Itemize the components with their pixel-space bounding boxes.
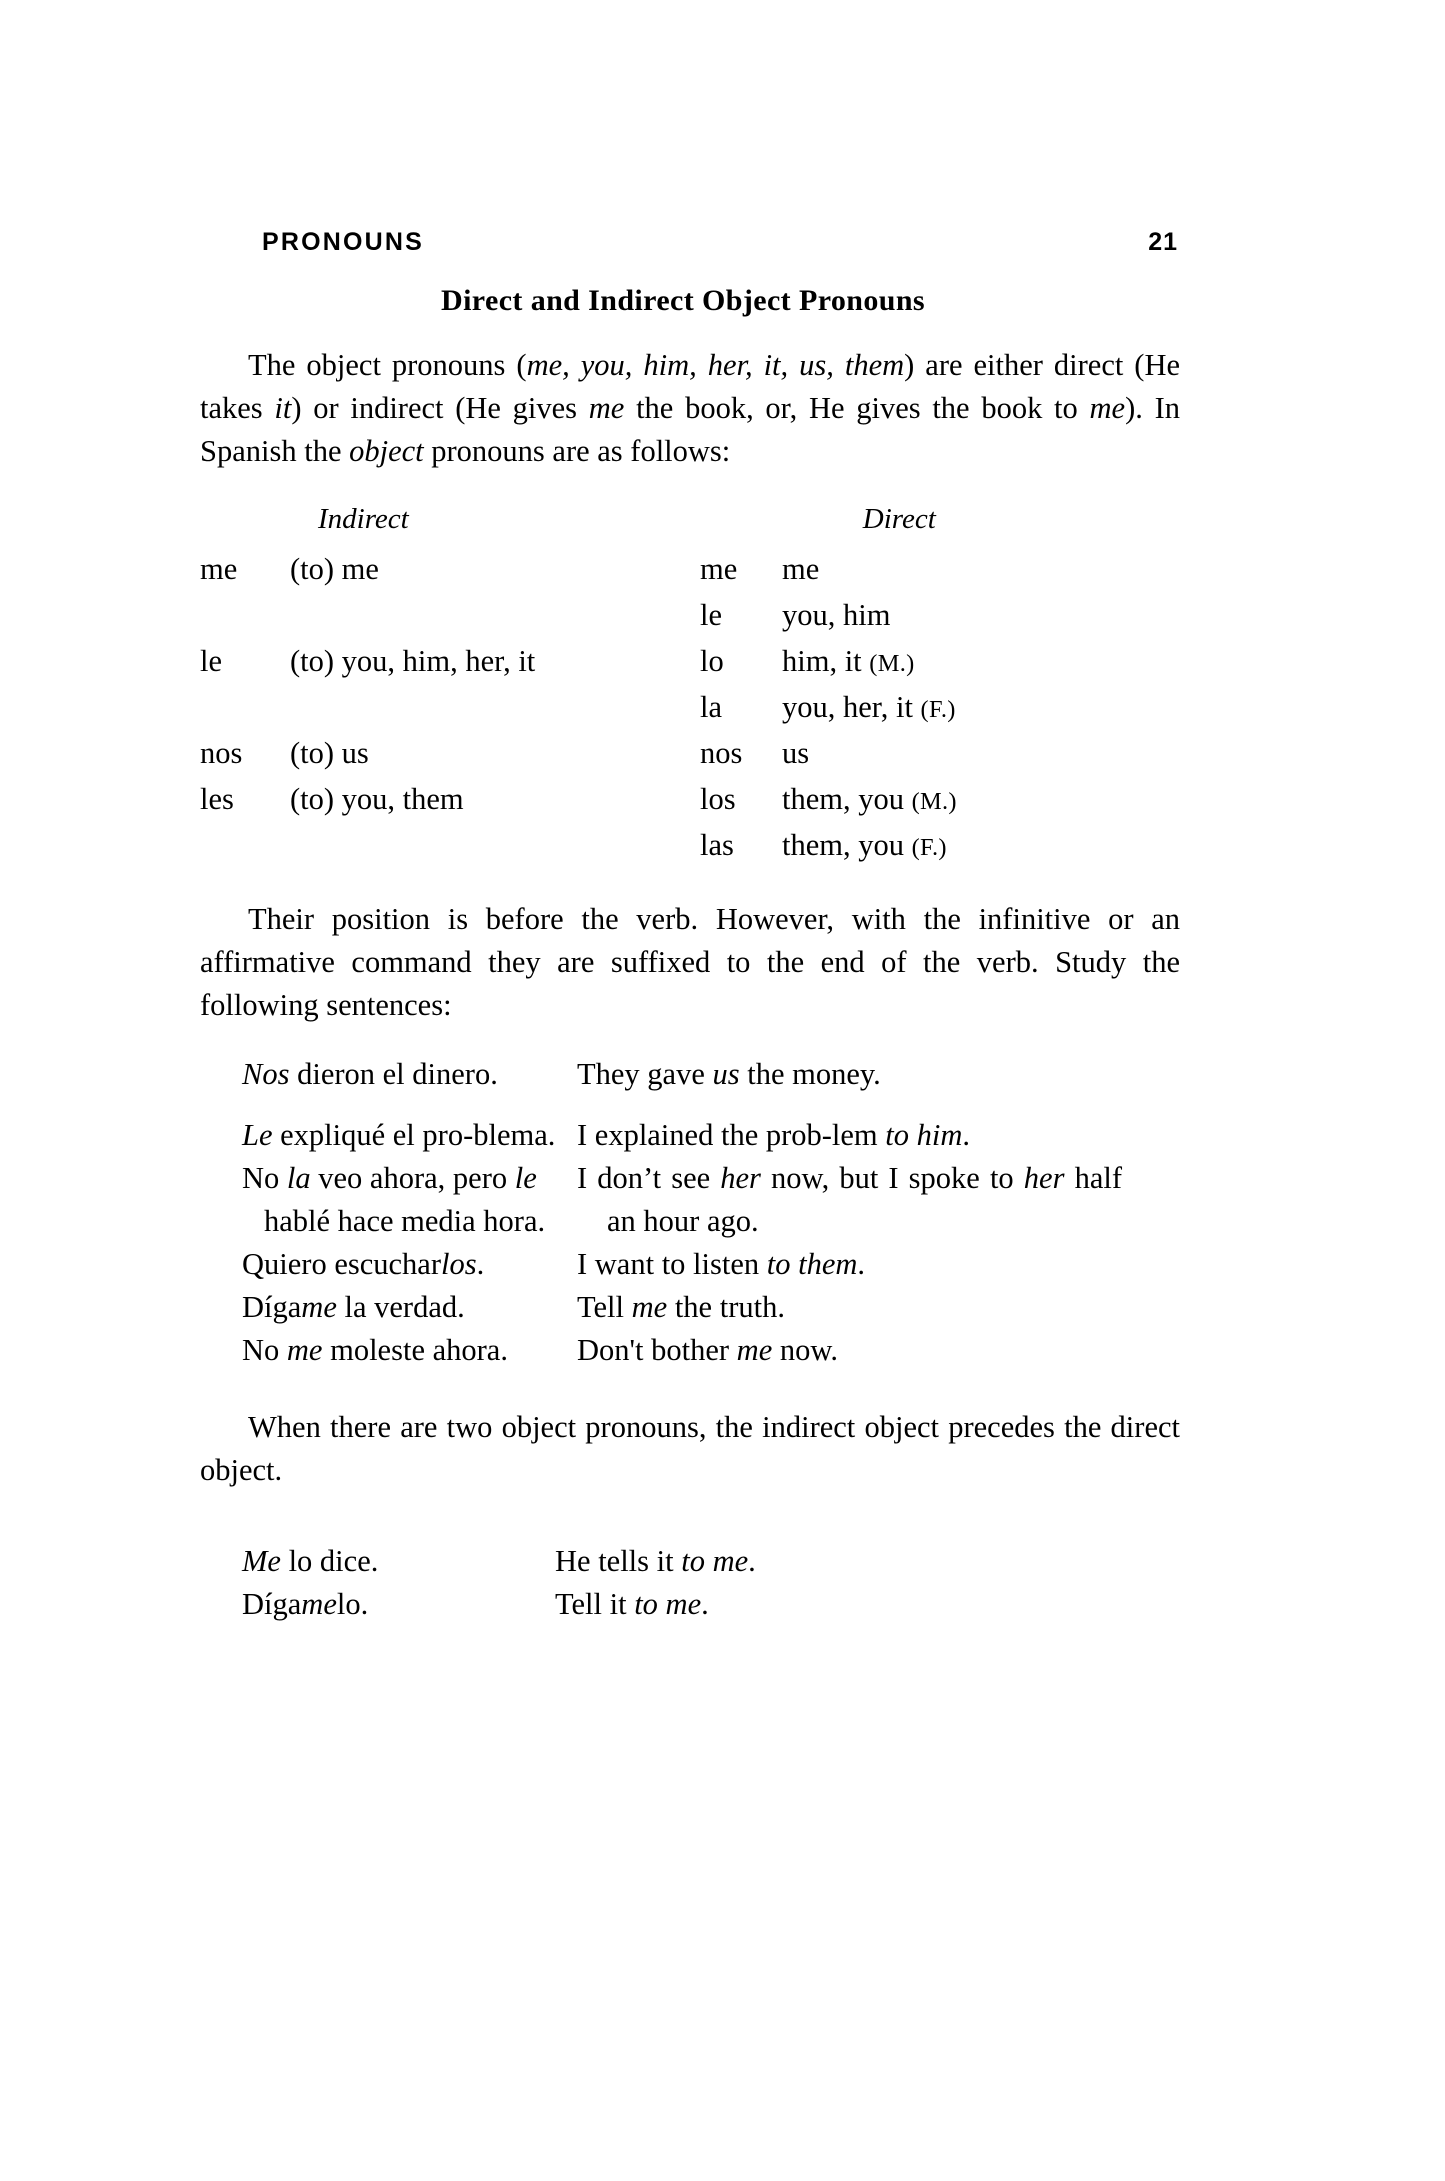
en-text: the money. [739, 1057, 881, 1091]
pronoun-meaning: you, her, it (F.) [782, 690, 956, 724]
pronoun-key: los [700, 782, 736, 816]
pronoun-key: la [700, 690, 723, 724]
column-header-direct: Direct [862, 503, 936, 535]
pronoun-row [700, 592, 1160, 638]
en-text: . [857, 1247, 866, 1281]
example-spanish [222, 1243, 577, 1286]
en-text: Tell [577, 1290, 632, 1324]
pronoun-table-body [200, 546, 1180, 868]
example-english [577, 1053, 1180, 1096]
es-italic: los [441, 1247, 477, 1281]
intro-seg-5: ). In Spanish the [200, 391, 1180, 468]
pronoun-row [700, 638, 1160, 684]
example-sentences-main [200, 1053, 1180, 1372]
en-text: He tells it [555, 1544, 682, 1578]
es-text: moleste ahora. [322, 1333, 508, 1367]
es-text: lo dice. [280, 1544, 379, 1578]
intro-pronoun-list: me, you, him, her, it, us, them [526, 348, 905, 382]
example-spanish [222, 1286, 577, 1329]
en-text: They gave [577, 1057, 713, 1091]
example-english [577, 1329, 1180, 1372]
pronoun-row [200, 638, 700, 684]
gender-marker: (F.) [911, 834, 947, 861]
es-italic: Nos [242, 1057, 290, 1091]
pronoun-meaning: you, him [782, 598, 891, 632]
example-spanish [200, 1540, 555, 1583]
paragraph-intro [200, 344, 1180, 473]
es-text: No [242, 1333, 287, 1367]
example-pair [200, 1053, 1180, 1096]
pronoun-row [200, 730, 700, 776]
es-text: . [476, 1247, 485, 1281]
pronoun-row [200, 546, 700, 592]
en-text: I don’t see [577, 1161, 721, 1195]
en-text: now. [772, 1333, 839, 1367]
example-pair [200, 1157, 1180, 1243]
pronoun-key: me [700, 552, 738, 586]
example-spanish [222, 1114, 577, 1157]
es-text: hablé hace media hora. [264, 1204, 546, 1238]
en-text: Tell it [555, 1587, 635, 1621]
es-italic: me [301, 1587, 337, 1621]
es-italic: me [286, 1333, 323, 1367]
en-text: the truth. [667, 1290, 785, 1324]
pronoun-meaning: (to) us [290, 736, 369, 770]
pronoun-meaning: us [782, 736, 810, 770]
indirect-column [200, 546, 700, 868]
en-text: Don't bother [577, 1333, 737, 1367]
paragraph-two-pronouns: When there are two object pronouns, the indirect object precedes the direct object. [200, 1410, 1180, 1487]
en-italic: to him [885, 1118, 963, 1152]
en-italic: to them [766, 1247, 858, 1281]
pronoun-key: las [700, 828, 734, 862]
example-pair [200, 1243, 1180, 1286]
en-italic: to me [681, 1544, 749, 1578]
pronoun-key: nos [700, 736, 743, 770]
gender-marker: (M.) [869, 650, 915, 677]
paragraph-position: Their position is before the verb. However, with the infinitive or an affirmative command they are suffixed to the end of the verb. Study the following sentences: [200, 902, 1180, 1022]
es-text: expliqué el pro-blema. [272, 1118, 556, 1152]
en-text: half an hour ago. [607, 1161, 1122, 1238]
es-text: veo ahora, pero [310, 1161, 515, 1195]
pronoun-row [700, 684, 1160, 730]
example-english [555, 1540, 1180, 1583]
pronoun-meaning: him, it (M.) [782, 644, 915, 678]
pronoun-meaning: them, you (F.) [782, 828, 947, 862]
intro-italic-me-2: me [1089, 391, 1126, 425]
pronoun-row [700, 730, 1160, 776]
en-text: I want to listen [577, 1247, 767, 1281]
intro-italic-it: it [274, 391, 292, 425]
direct-column [700, 546, 1160, 868]
page-number: 21 [1148, 228, 1178, 256]
spacer [200, 1372, 1180, 1406]
example-english [577, 1157, 1180, 1243]
example-pair [200, 1540, 1180, 1583]
example-english [577, 1286, 1180, 1329]
es-italic: Le [242, 1118, 273, 1152]
es-italic: le [514, 1161, 537, 1195]
pronoun-meaning: (to) you, them [290, 782, 464, 816]
gender-marker: (M.) [911, 788, 957, 815]
page-content [200, 228, 1180, 1626]
pronoun-key: nos [200, 736, 243, 770]
section-heading: Direct and Indirect Object Pronouns [441, 284, 925, 317]
column-header-indirect: Indirect [318, 503, 409, 535]
example-english [577, 1243, 1180, 1286]
example-spanish [200, 1583, 555, 1626]
pronoun-meaning: (to) me [290, 552, 379, 586]
en-italic: me [631, 1290, 668, 1324]
en-italic: her [1023, 1161, 1065, 1195]
en-text: . [701, 1587, 709, 1621]
es-text: Díga [242, 1587, 302, 1621]
en-italic: to me [634, 1587, 702, 1621]
intro-seg-1: The object pronouns ( [248, 348, 527, 382]
intro-seg-2: ) are either direct (He takes [200, 348, 1181, 425]
es-text: dieron el dinero. [289, 1057, 498, 1091]
pronoun-table [200, 503, 1180, 868]
pronoun-row [700, 546, 1160, 592]
intro-seg-3: ) or indirect (He gives [291, 391, 589, 425]
pronoun-key: le [200, 644, 223, 678]
intro-seg-4: the book, or, He gives the book to [624, 391, 1090, 425]
en-text: . [748, 1544, 756, 1578]
intro-italic-object: object [349, 434, 424, 468]
en-italic: us [712, 1057, 740, 1091]
pronoun-key: les [200, 782, 234, 816]
example-english [555, 1583, 1180, 1626]
example-spanish [222, 1053, 577, 1096]
example-pair [200, 1114, 1180, 1157]
pronoun-meaning: (to) you, him, her, it [290, 644, 536, 678]
example-pair [200, 1329, 1180, 1372]
en-italic: me [736, 1333, 773, 1367]
es-italic: me [301, 1290, 337, 1324]
example-english [577, 1114, 1180, 1157]
pronoun-key: lo [700, 644, 724, 678]
pronoun-table-headers [200, 503, 1180, 536]
pronoun-row [200, 776, 700, 822]
en-text: . [962, 1118, 971, 1152]
running-head [200, 228, 1180, 262]
running-head-title: PRONOUNS [262, 228, 425, 256]
en-italic: her [720, 1161, 761, 1195]
pronoun-row [700, 822, 1160, 868]
pronoun-meaning: them, you (M.) [782, 782, 957, 816]
pronoun-meaning: me [782, 552, 820, 586]
pronoun-key: le [700, 598, 723, 632]
en-text: now, but I spoke to [760, 1161, 1024, 1195]
intro-italic-me-1: me [588, 391, 625, 425]
example-pair [200, 1286, 1180, 1329]
example-spanish [222, 1157, 577, 1243]
example-sentences-tail [200, 1540, 1180, 1626]
es-italic: Me [242, 1544, 281, 1578]
es-text: No [242, 1161, 287, 1195]
spacer [200, 1492, 1180, 1514]
example-spanish [222, 1329, 577, 1372]
gender-marker: (F.) [920, 696, 956, 723]
es-italic: la [286, 1161, 311, 1195]
en-text: I explained the prob-lem [577, 1118, 886, 1152]
intro-seg-6: pronouns are as follows: [423, 434, 731, 468]
pronoun-key: me [200, 552, 238, 586]
es-text: la verdad. [336, 1290, 465, 1324]
es-text: lo. [336, 1587, 369, 1621]
example-pair [200, 1583, 1180, 1626]
es-text: Díga [242, 1290, 302, 1324]
pronoun-row [700, 776, 1160, 822]
es-text: Quiero escuchar [242, 1247, 441, 1281]
